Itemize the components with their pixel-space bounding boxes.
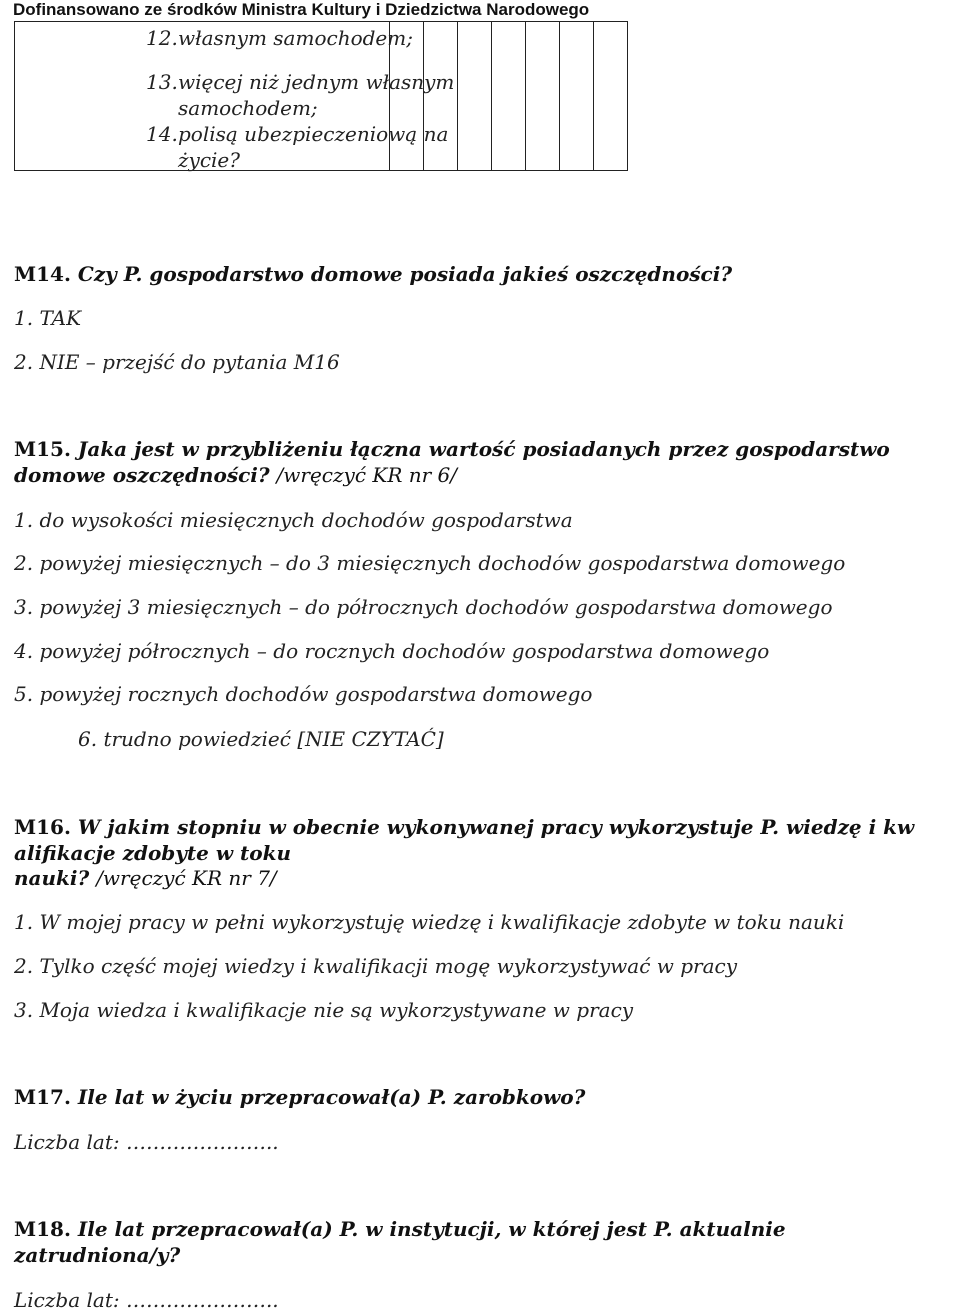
answer-m16-2: 2. Tylko część mojej wiedzy i kwalifikacji mogę wykorzystywać w pracy <box>14 954 738 978</box>
answer-table <box>14 21 628 171</box>
question-m15-line2: domowe oszczędności? /wręczyć KR nr 6/ <box>14 463 458 487</box>
question-m16: M16. W jakim stopniu w obecnie wykonywanej pracy wykorzystuje P. wiedzę i kw <box>14 815 915 839</box>
answer-m17-field[interactable]: Liczba lat: ………………….. <box>14 1130 279 1154</box>
answer-cell[interactable] <box>458 22 492 171</box>
answer-m15-4: 4. powyżej półrocznych – do rocznych dochodów gospodarstwa domowego <box>14 639 770 663</box>
question-m16-line3: nauki? /wręczyć KR nr 7/ <box>14 866 277 890</box>
answer-m15-6: 6. trudno powiedzieć [NIE CZYTAĆ] <box>78 727 444 751</box>
answer-m15-5: 5. powyżej rocznych dochodów gospodarstwa domowego <box>14 682 593 706</box>
answer-m18-field[interactable]: Liczba lat: ………………….. <box>14 1288 279 1312</box>
option-13: 13.więcej niż jednym własnym <box>146 70 455 94</box>
answer-m16-3: 3. Moja wiedza i kwalifikacje nie są wykorzystywane w pracy <box>14 998 634 1022</box>
answer-cell[interactable] <box>424 22 458 171</box>
answer-m15-3: 3. powyżej 3 miesięcznych – do półrocznych dochodów gospodarstwa domowego <box>14 595 833 619</box>
question-m18-line2: zatrudniona/y? <box>14 1243 181 1267</box>
answer-m14-1: 1. TAK <box>14 306 82 330</box>
answer-cell[interactable] <box>560 22 594 171</box>
options-cell <box>15 22 455 172</box>
answer-cell[interactable] <box>492 22 526 171</box>
question-m17: M17. Ile lat w życiu przepracował(a) P. zarobkowo? <box>14 1085 586 1109</box>
option-13-line2: samochodem; <box>178 96 318 120</box>
answer-m16-1: 1. W mojej pracy w pełni wykorzystuję wiedzę i kwalifikacje zdobyte w toku nauki <box>14 910 845 934</box>
page-header: Dofinansowano ze środków Ministra Kultury i Dziedzictwa Narodowego <box>13 0 590 19</box>
question-m14: M14. Czy P. gospodarstwo domowe posiada jakieś oszczędności? <box>14 262 733 286</box>
option-14-line2: życie? <box>178 148 240 172</box>
question-m16-line2: alifikacje zdobyte w toku <box>14 841 291 865</box>
option-14: 14.polisą ubezpieczeniową na <box>146 122 449 146</box>
option-12: 12.własnym samochodem; <box>146 26 413 50</box>
question-m18: M18. Ile lat przepracował(a) P. w instytucji, w której jest P. aktualnie <box>14 1217 786 1241</box>
answer-cell[interactable] <box>594 22 628 171</box>
answer-cell[interactable] <box>526 22 560 171</box>
answer-m14-2: 2. NIE – przejść do pytania M16 <box>14 350 340 374</box>
answer-m15-1: 1. do wysokości miesięcznych dochodów gospodarstwa <box>14 508 573 532</box>
answer-m15-2: 2. powyżej miesięcznych – do 3 miesięcznych dochodów gospodarstwa domowego <box>14 551 846 575</box>
question-m15: M15. Jaka jest w przybliżeniu łączna wartość posiadanych przez gospodarstwo <box>14 437 890 461</box>
